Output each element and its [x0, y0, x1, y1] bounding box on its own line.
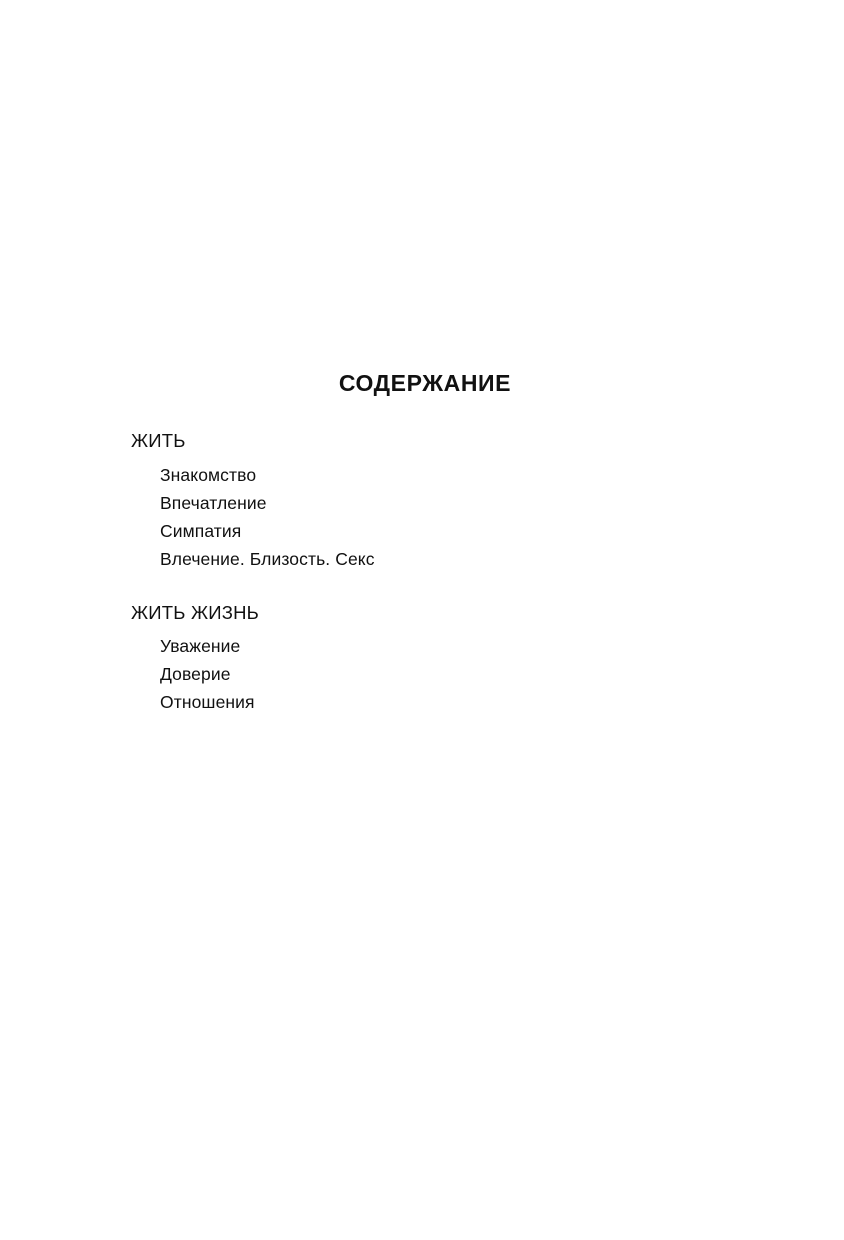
- toc-entry-list: [131, 461, 844, 573]
- toc-entry-list: [131, 632, 844, 716]
- toc-entry: Симпатия: [160, 520, 242, 541]
- toc-entry: Знакомство: [160, 464, 257, 485]
- toc-entry: Впечатление: [160, 492, 267, 513]
- toc-entry: Уважение: [160, 636, 241, 657]
- toc-entry: Доверие: [160, 664, 231, 685]
- toc-section: [131, 427, 844, 573]
- toc-section-title: ЖИТЬ ЖИЗНЬ: [131, 601, 260, 623]
- toc-section: [131, 599, 844, 717]
- toc-sections: [0, 427, 844, 716]
- toc-entry: Отношения: [160, 692, 255, 713]
- table-of-contents: [0, 370, 844, 716]
- toc-section-title: ЖИТЬ: [131, 430, 186, 451]
- toc-entry: Влечение. Близость. Секс: [160, 548, 375, 569]
- page-title: СОДЕРЖАНИЕ: [338, 370, 512, 396]
